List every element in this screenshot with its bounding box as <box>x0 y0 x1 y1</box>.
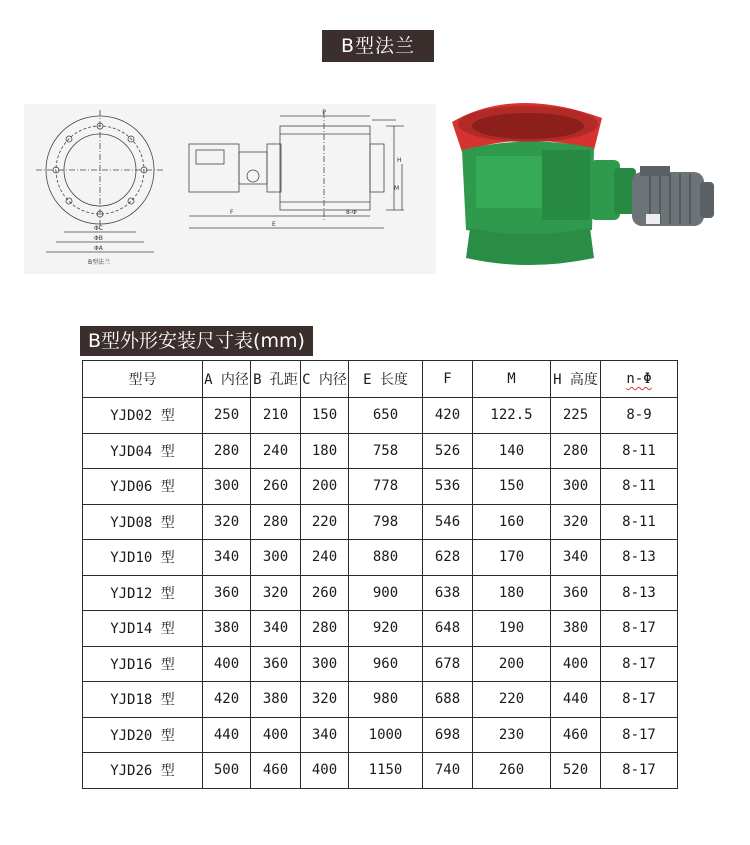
label-phi-c: ΦC <box>94 225 103 232</box>
value-cell: 536 <box>423 469 473 505</box>
value-cell: 520 <box>551 753 601 789</box>
model-cell: YJD06 型 <box>83 469 203 505</box>
value-cell: 300 <box>551 469 601 505</box>
value-cell: 320 <box>203 504 251 540</box>
value-cell: 320 <box>551 504 601 540</box>
value-cell: 1150 <box>349 753 423 789</box>
value-cell: 320 <box>301 682 349 718</box>
label-e: E <box>272 221 276 228</box>
value-cell: 280 <box>203 433 251 469</box>
value-cell: 180 <box>301 433 349 469</box>
table-row <box>83 753 678 789</box>
value-cell: 300 <box>301 646 349 682</box>
value-cell: 440 <box>203 717 251 753</box>
product-photo <box>444 90 724 275</box>
value-cell: 920 <box>349 611 423 647</box>
value-cell: 8-17 <box>601 611 678 647</box>
table-row <box>83 717 678 753</box>
value-cell: 240 <box>251 433 301 469</box>
value-cell: 140 <box>473 433 551 469</box>
value-cell: 200 <box>301 469 349 505</box>
label-n-phi: 8-Φ <box>346 209 357 216</box>
value-cell: 340 <box>203 540 251 576</box>
value-cell: 220 <box>473 682 551 718</box>
value-cell: 8-11 <box>601 504 678 540</box>
value-cell: 678 <box>423 646 473 682</box>
value-cell: 360 <box>551 575 601 611</box>
value-cell: 8-17 <box>601 646 678 682</box>
value-cell: 420 <box>203 682 251 718</box>
value-cell: 628 <box>423 540 473 576</box>
value-cell: 526 <box>423 433 473 469</box>
value-cell: 8-13 <box>601 575 678 611</box>
model-cell: YJD10 型 <box>83 540 203 576</box>
table-row <box>83 611 678 647</box>
value-cell: 440 <box>551 682 601 718</box>
value-cell: 360 <box>251 646 301 682</box>
value-cell: 400 <box>301 753 349 789</box>
table-row <box>83 646 678 682</box>
table-row <box>83 504 678 540</box>
value-cell: 400 <box>203 646 251 682</box>
value-cell: 798 <box>349 504 423 540</box>
model-cell: YJD14 型 <box>83 611 203 647</box>
table-row <box>83 540 678 576</box>
value-cell: 740 <box>423 753 473 789</box>
value-cell: 380 <box>551 611 601 647</box>
model-cell: YJD18 型 <box>83 682 203 718</box>
column-header: C 内径 <box>301 361 349 398</box>
column-header: H 高度 <box>551 361 601 398</box>
column-header: A 内径 <box>203 361 251 398</box>
column-header: F <box>423 361 473 398</box>
value-cell: 320 <box>251 575 301 611</box>
model-cell: YJD04 型 <box>83 433 203 469</box>
value-cell: 650 <box>349 398 423 434</box>
model-cell: YJD12 型 <box>83 575 203 611</box>
table-title: B型外形安装尺寸表(mm) <box>80 326 313 356</box>
value-cell: 260 <box>251 469 301 505</box>
table-row <box>83 433 678 469</box>
value-cell: 150 <box>301 398 349 434</box>
table-row <box>83 398 678 434</box>
value-cell: 400 <box>551 646 601 682</box>
label-h: H <box>397 157 402 164</box>
value-cell: 460 <box>551 717 601 753</box>
label-f: F <box>230 209 234 216</box>
table-header-row <box>83 361 678 398</box>
table-row <box>83 469 678 505</box>
model-cell: YJD16 型 <box>83 646 203 682</box>
value-cell: 380 <box>251 682 301 718</box>
dimensions-table <box>82 360 678 789</box>
value-cell: 260 <box>301 575 349 611</box>
value-cell: 980 <box>349 682 423 718</box>
column-header: n-Φ <box>601 361 678 398</box>
label-phi-a: ΦA <box>94 245 103 252</box>
value-cell: 250 <box>203 398 251 434</box>
column-header: M <box>473 361 551 398</box>
value-cell: 960 <box>349 646 423 682</box>
value-cell: 190 <box>473 611 551 647</box>
value-cell: 260 <box>473 753 551 789</box>
value-cell: 340 <box>251 611 301 647</box>
value-cell: 638 <box>423 575 473 611</box>
value-cell: 280 <box>301 611 349 647</box>
label-phi-b: ΦB <box>94 235 103 242</box>
value-cell: 180 <box>473 575 551 611</box>
value-cell: 778 <box>349 469 423 505</box>
value-cell: 280 <box>551 433 601 469</box>
model-cell: YJD02 型 <box>83 398 203 434</box>
value-cell: 8-17 <box>601 753 678 789</box>
value-cell: 300 <box>251 540 301 576</box>
value-cell: 340 <box>551 540 601 576</box>
value-cell: 170 <box>473 540 551 576</box>
label-m: M <box>394 185 400 192</box>
value-cell: 150 <box>473 469 551 505</box>
value-cell: 8-17 <box>601 717 678 753</box>
drawing-caption: B型法兰 <box>88 259 111 266</box>
technical-drawing <box>24 104 436 274</box>
column-header: 型号 <box>83 361 203 398</box>
value-cell: 688 <box>423 682 473 718</box>
value-cell: 758 <box>349 433 423 469</box>
value-cell: 8-17 <box>601 682 678 718</box>
model-cell: YJD08 型 <box>83 504 203 540</box>
value-cell: 340 <box>301 717 349 753</box>
value-cell: 460 <box>251 753 301 789</box>
table-row <box>83 682 678 718</box>
value-cell: 8-11 <box>601 469 678 505</box>
value-cell: 160 <box>473 504 551 540</box>
value-cell: 420 <box>423 398 473 434</box>
value-cell: 8-9 <box>601 398 678 434</box>
model-cell: YJD26 型 <box>83 753 203 789</box>
value-cell: 210 <box>251 398 301 434</box>
value-cell: 400 <box>251 717 301 753</box>
value-cell: 1000 <box>349 717 423 753</box>
value-cell: 230 <box>473 717 551 753</box>
label-p: P <box>322 109 326 116</box>
value-cell: 280 <box>251 504 301 540</box>
value-cell: 880 <box>349 540 423 576</box>
value-cell: 240 <box>301 540 349 576</box>
value-cell: 300 <box>203 469 251 505</box>
table-row <box>83 575 678 611</box>
model-cell: YJD20 型 <box>83 717 203 753</box>
value-cell: 8-13 <box>601 540 678 576</box>
value-cell: 220 <box>301 504 349 540</box>
value-cell: 360 <box>203 575 251 611</box>
column-header: E 长度 <box>349 361 423 398</box>
value-cell: 8-11 <box>601 433 678 469</box>
value-cell: 122.5 <box>473 398 551 434</box>
value-cell: 225 <box>551 398 601 434</box>
value-cell: 698 <box>423 717 473 753</box>
value-cell: 900 <box>349 575 423 611</box>
value-cell: 380 <box>203 611 251 647</box>
value-cell: 200 <box>473 646 551 682</box>
value-cell: 500 <box>203 753 251 789</box>
column-header: B 孔距 <box>251 361 301 398</box>
flange-title: B型法兰 <box>322 30 434 62</box>
value-cell: 648 <box>423 611 473 647</box>
value-cell: 546 <box>423 504 473 540</box>
